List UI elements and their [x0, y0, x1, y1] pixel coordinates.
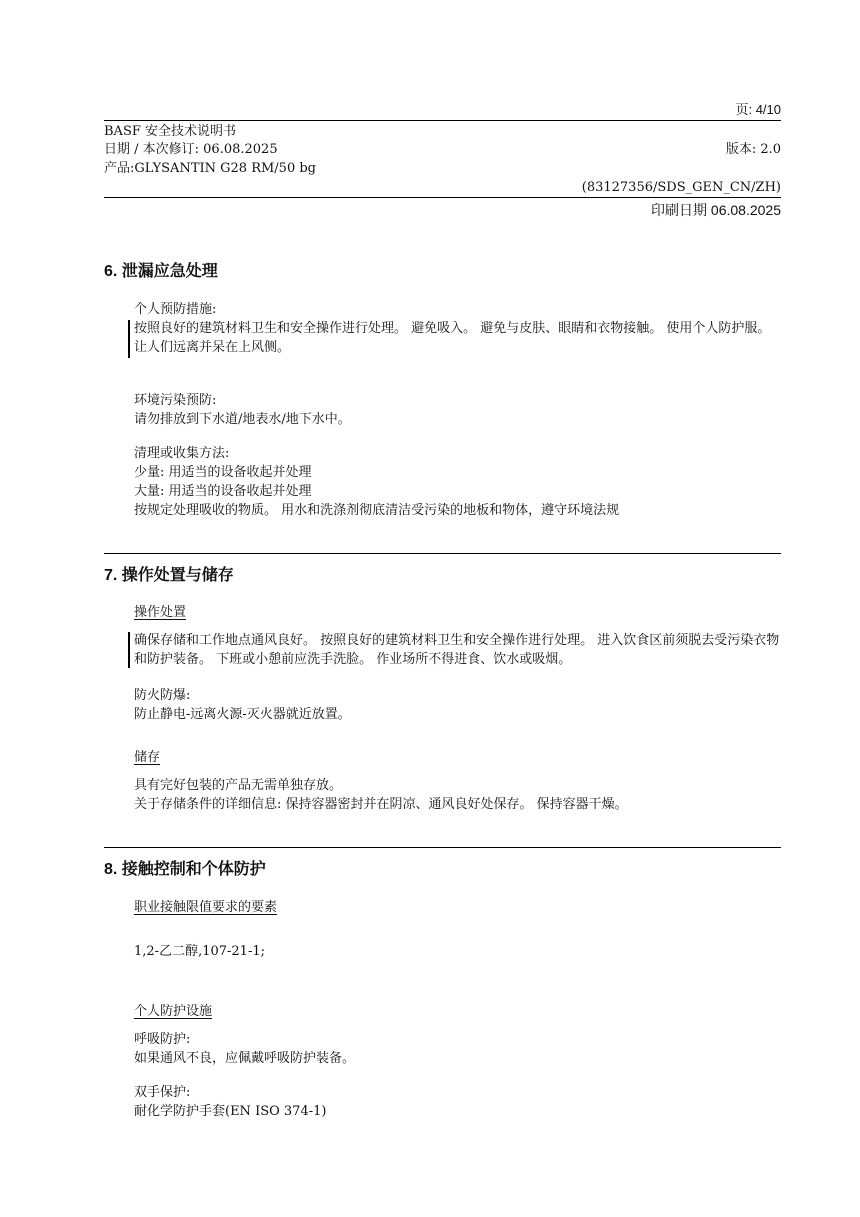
document-code: (83127356/SDS_GEN_CN/ZH) [581, 180, 781, 195]
environmental-precautions-text: 请勿排放到下水道/地表水/地下水中。 [134, 412, 351, 427]
handling-text: 确保存储和工作地点通风良好。 按照良好的建筑材料卫生和安全操作进行处理。 进入饮食区前须脱去受污染衣物和防护装备。 下班或小憩前应洗手洗脸。 作业场所不得进食、饮水或吸烟。 [134, 633, 780, 667]
section-8-title: 8. 接触控制和个体防护 [104, 861, 266, 878]
respiratory-protection-label: 呼吸防护: [134, 1032, 191, 1047]
section-divider [104, 847, 781, 848]
storage-text: 具有完好包装的产品无需单独存放。 [134, 778, 343, 793]
cleanup-label: 清理或收集方法: [134, 446, 230, 461]
header-divider-bottom [104, 197, 781, 198]
cleanup-small-amount: 少量: 用适当的设备收起并处理 [134, 465, 312, 480]
revision-bar [128, 632, 130, 668]
hand-protection-text: 耐化学防护手套(EN ISO 374-1) [134, 1104, 327, 1119]
page-number: 页: 4/10 [735, 102, 781, 117]
document-title: BASF 安全技术说明书 [104, 124, 236, 139]
print-date: 印刷日期 06.08.2025 [651, 202, 781, 218]
revision-bar [128, 320, 130, 358]
exposure-limits-heading: 职业接触限值要求的要素 [134, 900, 278, 915]
personal-precautions-text: 按照良好的建筑材料卫生和安全操作进行处理。 避免吸入。 避免与皮肤、眼睛和衣物接触。 使用个人防护服。 让人们远离并呆在上风侧。 [134, 321, 771, 355]
cleanup-large-amount: 大量: 用适当的设备收起并处理 [134, 484, 312, 499]
ppe-heading: 个人防护设施 [134, 1004, 213, 1019]
section-6-title: 6. 泄漏应急处理 [104, 263, 218, 280]
handling-heading: 操作处置 [134, 605, 187, 620]
storage-conditions-text: 关于存储条件的详细信息: 保持容器密封并在阴凉、通风良好处保存。 保持容器干燥。 [134, 797, 628, 812]
section-divider [104, 553, 781, 554]
storage-heading: 储存 [134, 750, 161, 765]
personal-precautions-label: 个人预防措施: [134, 302, 217, 317]
section-7-title: 7. 操作处置与储存 [104, 567, 234, 584]
fire-protection-text: 防止静电-远离火源-灭火器就近放置。 [134, 707, 351, 722]
revision-date: 日期 / 本次修订: 06.08.2025 [104, 142, 278, 157]
hand-protection-label: 双手保护: [134, 1085, 191, 1100]
substance-identifier: 1,2-乙二醇,107-21-1; [134, 944, 265, 959]
version: 版本: 2.0 [725, 142, 781, 157]
environmental-precautions-label: 环境污染预防: [134, 393, 217, 408]
respiratory-protection-text: 如果通风不良，应佩戴呼吸防护装备。 [134, 1051, 356, 1066]
cleanup-disposal-text: 按规定处理吸收的物质。 用水和洗涤剂彻底清洁受污染的地板和物体，遵守环境法规 [134, 503, 620, 518]
product-name: 产品:GLYSANTIN G28 RM/50 bg [104, 161, 316, 176]
header-divider-top [104, 120, 781, 121]
fire-protection-label: 防火防爆: [134, 688, 191, 703]
